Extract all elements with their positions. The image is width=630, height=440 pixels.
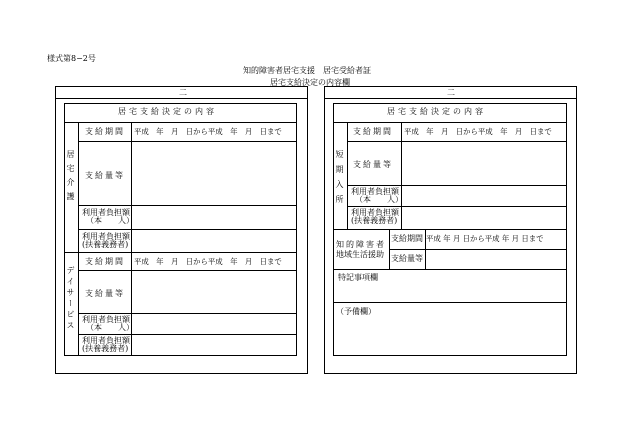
day-service-period-label: 支給期間 bbox=[85, 257, 125, 266]
short-stay-amount-label: 支給量等 bbox=[353, 160, 393, 169]
day-service-amount-label: 支給量等 bbox=[85, 289, 125, 298]
community-support-category: 知的障害者 bbox=[336, 240, 386, 249]
home-care-burden-guardian-label: 利用者負担額 bbox=[82, 232, 130, 241]
form-number: 様式第8−2号 bbox=[47, 54, 96, 63]
home-care-amount-label: 支給量等 bbox=[85, 171, 125, 180]
day-service-burden-self-label: 利用者負担額 bbox=[82, 315, 130, 324]
special-notes-label: 特記事項欄 bbox=[338, 273, 378, 282]
day-service-burden-self-label-2: （本 人） bbox=[86, 323, 134, 332]
right-label-column-rule bbox=[401, 122, 402, 229]
row-rule bbox=[347, 185, 567, 186]
left-category-column-rule bbox=[78, 122, 79, 356]
left-page-label: 二 bbox=[179, 88, 187, 97]
short-stay-burden-guardian-label: 利用者負担額 bbox=[351, 208, 399, 217]
group-rule bbox=[64, 252, 297, 253]
home-care-period-label: 支給期間 bbox=[85, 127, 125, 136]
right-header-rule bbox=[333, 122, 567, 123]
right-page-label: 二 bbox=[447, 88, 455, 97]
row-rule bbox=[347, 141, 567, 142]
home-care-category: 居宅介護 bbox=[66, 150, 75, 206]
left-label-column-rule bbox=[131, 122, 132, 356]
row-rule bbox=[78, 270, 297, 271]
home-care-burden-self-label-2: （本 人） bbox=[86, 216, 134, 225]
community-support-amount-label: 支給量等 bbox=[391, 254, 423, 263]
left-header-rule bbox=[64, 122, 297, 123]
short-stay-period-value: 平成 年 月 日から平成 年 月 日まで bbox=[404, 127, 552, 136]
short-stay-burden-guardian-label-2: (扶養義務者) bbox=[351, 216, 398, 225]
home-care-period-value: 平成 年 月 日から平成 年 月 日まで bbox=[134, 127, 282, 136]
page-title: 知的障害者居宅支援 居宅受給者証 bbox=[243, 66, 371, 75]
home-care-burden-self-label: 利用者負担額 bbox=[82, 208, 130, 217]
left-panel-divider bbox=[55, 98, 308, 99]
page-subtitle: 居宅支給決定の内容欄 bbox=[270, 78, 350, 87]
day-service-burden-guardian-label: 利用者負担額 bbox=[82, 336, 130, 345]
row-rule bbox=[78, 313, 297, 314]
row-rule bbox=[78, 334, 297, 335]
row-rule bbox=[347, 206, 567, 207]
left-section-header: 居宅支給決定の内容 bbox=[118, 107, 217, 116]
short-stay-period-label: 支給期間 bbox=[353, 127, 393, 136]
row-rule bbox=[78, 229, 297, 230]
community-support-period-label: 支給期間 bbox=[391, 234, 423, 243]
day-service-period-value: 平成 年 月 日から平成 年 月 日まで bbox=[134, 257, 282, 266]
right-category-column-rule bbox=[347, 122, 348, 229]
community-support-period-value: 平成 年 月 日から平成 年 月 日まで bbox=[426, 234, 544, 243]
right-panel-divider bbox=[324, 98, 577, 99]
right-section-header: 居宅支給決定の内容 bbox=[387, 107, 486, 116]
group-rule bbox=[333, 269, 567, 270]
remarks-label: （予備欄） bbox=[336, 307, 376, 316]
row-rule bbox=[78, 141, 297, 142]
day-service-category: デイサービス bbox=[66, 266, 75, 332]
short-stay-burden-self-label-2: （本 人） bbox=[355, 195, 403, 204]
row-rule bbox=[78, 205, 297, 206]
row-rule bbox=[389, 249, 567, 250]
special-notes-rule bbox=[333, 302, 567, 303]
day-service-burden-guardian-label-2: (扶養義務者) bbox=[82, 344, 129, 353]
short-stay-burden-self-label: 利用者負担額 bbox=[351, 187, 399, 196]
group-rule bbox=[333, 229, 567, 230]
home-care-burden-guardian-label-2: (扶養義務者) bbox=[82, 240, 129, 249]
short-stay-category: 短期入所 bbox=[335, 150, 344, 210]
community-support-category-2: 地域生活援助 bbox=[336, 250, 384, 259]
